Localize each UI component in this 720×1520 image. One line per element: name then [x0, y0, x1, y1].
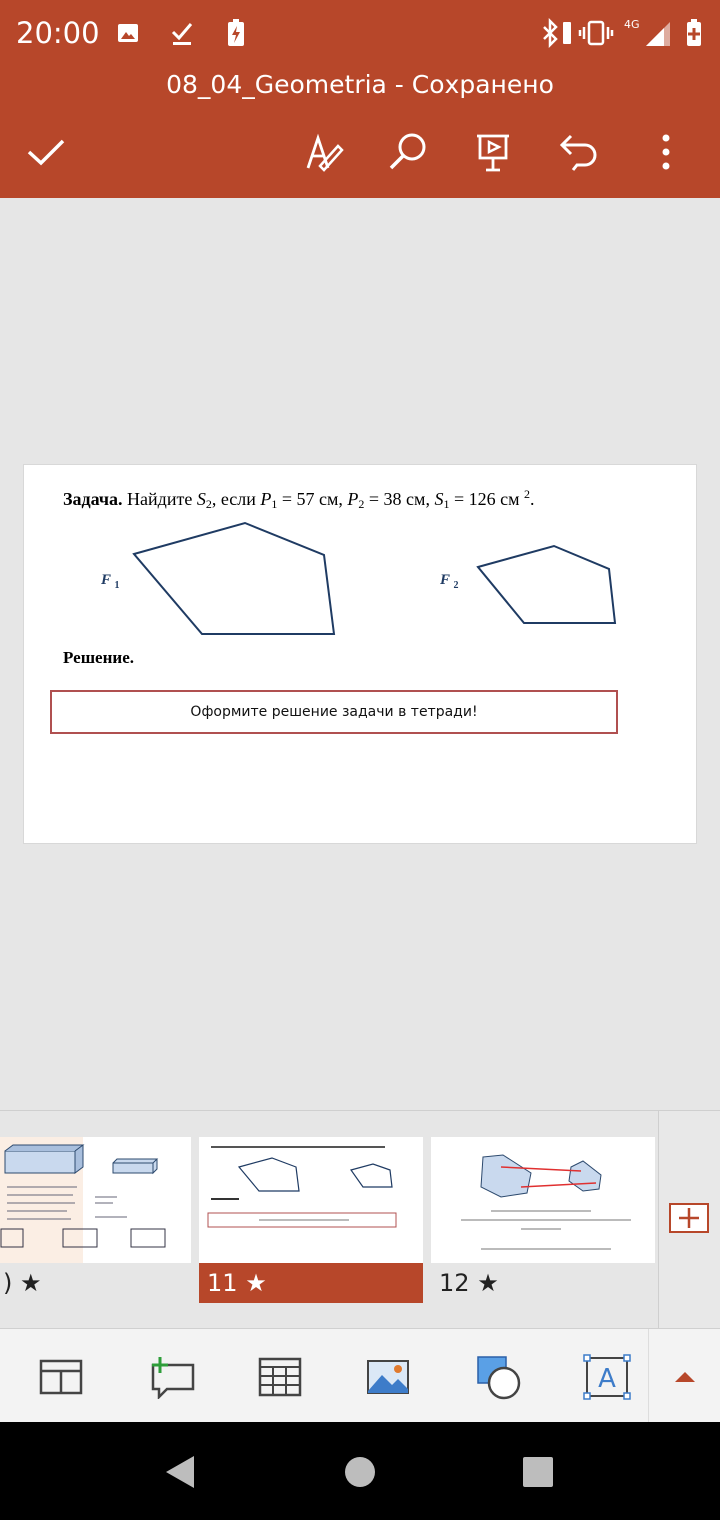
if-word: , если: [211, 489, 256, 509]
end-dot: .: [529, 489, 535, 509]
back-icon: [160, 1452, 200, 1492]
f2-subscript: 2: [453, 580, 459, 591]
picture-icon: [364, 1357, 412, 1397]
s1-symbol: S: [434, 489, 444, 509]
thumbnail-10-preview: [0, 1137, 191, 1263]
undo-button[interactable]: [551, 124, 607, 180]
add-comment-icon: [145, 1355, 197, 1399]
layout-button[interactable]: [33, 1349, 89, 1405]
thumbnail-12-preview: [431, 1137, 655, 1263]
thumbnail-10-label: ): [3, 1269, 13, 1297]
p2-symbol: P: [347, 489, 359, 509]
p1-subscript: 1: [271, 497, 278, 511]
star-icon: ★: [20, 1269, 42, 1297]
more-options-button[interactable]: [638, 124, 694, 180]
bluetooth-icon: [540, 18, 562, 48]
back-button[interactable]: [158, 1450, 202, 1494]
textbox-icon: [581, 1354, 633, 1400]
f1-subscript: 1: [114, 580, 120, 591]
pen-icon: [302, 130, 346, 174]
recents-icon: [518, 1452, 558, 1492]
present-icon: [471, 130, 515, 174]
more-icon: [644, 130, 688, 174]
s1-subscript: 1: [443, 497, 450, 511]
shapes-icon: [472, 1353, 524, 1401]
p2-subscript: 2: [358, 497, 365, 511]
gallery-icon: [116, 18, 140, 48]
plus-icon: [676, 1205, 702, 1231]
task-label: Задача.: [63, 489, 123, 509]
f1-letter: F: [101, 572, 111, 588]
slide-thumbnail-10[interactable]: [0, 1137, 191, 1263]
thumbnail-11-number[interactable]: [199, 1263, 423, 1303]
present-button[interactable]: [465, 124, 521, 180]
f2-letter: F: [440, 572, 450, 588]
thumbnail-11-label: 11: [207, 1269, 238, 1297]
s2-symbol: S: [196, 489, 206, 509]
search-button[interactable]: [380, 124, 436, 180]
add-comment-button[interactable]: [143, 1349, 199, 1405]
task-prefix: Найдите: [127, 489, 193, 509]
done-button[interactable]: [18, 124, 74, 180]
search-icon: [386, 130, 430, 174]
figure-f2-label: [440, 572, 458, 591]
p1-value: = 57 см,: [277, 489, 343, 509]
battery-charging-icon: [224, 18, 248, 48]
star-icon: ★: [477, 1269, 499, 1297]
thumbnail-12-label: 12: [439, 1269, 470, 1297]
pentagon-f1: [134, 523, 334, 634]
layout-icon: [37, 1357, 85, 1397]
slide-canvas[interactable]: [23, 464, 697, 844]
signal-icon: [644, 18, 672, 48]
p1-symbol: P: [260, 489, 272, 509]
network-type: 4G: [624, 18, 640, 31]
s1-superscript: 2: [523, 487, 530, 501]
insert-shapes-button[interactable]: [470, 1349, 526, 1405]
slide-thumbnails-panel: [0, 1110, 720, 1328]
system-navigation-bar: [0, 1422, 720, 1520]
recents-button[interactable]: [516, 1450, 560, 1494]
slide-thumbnail-12[interactable]: [431, 1137, 655, 1263]
battery-icon: [684, 18, 704, 48]
slide-thumbnail-11[interactable]: [199, 1137, 423, 1263]
vibrate-icon: [578, 18, 614, 48]
expand-toolbar-button[interactable]: [648, 1329, 720, 1423]
textbox-letter: A: [598, 1364, 616, 1394]
task-done-icon: [170, 18, 194, 48]
thumbnail-10-number[interactable]: [0, 1263, 191, 1303]
s2-subscript: 2: [205, 497, 212, 511]
star-icon: ★: [245, 1269, 267, 1297]
note-box[interactable]: [50, 690, 618, 734]
table-icon: [256, 1355, 304, 1399]
thumbnail-12-number[interactable]: [431, 1263, 655, 1303]
note-text: Оформите решение задачи в тетради!: [190, 704, 478, 720]
add-slide-button[interactable]: [669, 1203, 709, 1233]
document-title: 08_04_Geometria - Сохранено: [166, 70, 554, 99]
app-header: [0, 0, 720, 198]
insert-table-button[interactable]: [252, 1349, 308, 1405]
figure-f1-label: [101, 572, 119, 591]
status-time: 20:00: [16, 16, 100, 50]
insert-textbox-button[interactable]: [579, 1349, 635, 1405]
s1-value: = 126 см: [449, 489, 520, 509]
p2-value: = 38 см,: [364, 489, 430, 509]
expand-icon: [673, 1368, 697, 1384]
undo-icon: [557, 130, 601, 174]
status-bar: [0, 0, 720, 66]
insert-toolbar: [0, 1328, 720, 1422]
pentagon-f2: [478, 546, 615, 623]
insert-picture-button[interactable]: [360, 1349, 416, 1405]
solution-heading: Решение.: [63, 648, 134, 667]
thumbnail-11-preview: [199, 1137, 423, 1263]
home-button[interactable]: [338, 1450, 382, 1494]
check-icon: [24, 130, 68, 174]
device-battery-icon: [560, 18, 574, 48]
home-icon: [340, 1452, 380, 1492]
ink-button[interactable]: [296, 124, 352, 180]
